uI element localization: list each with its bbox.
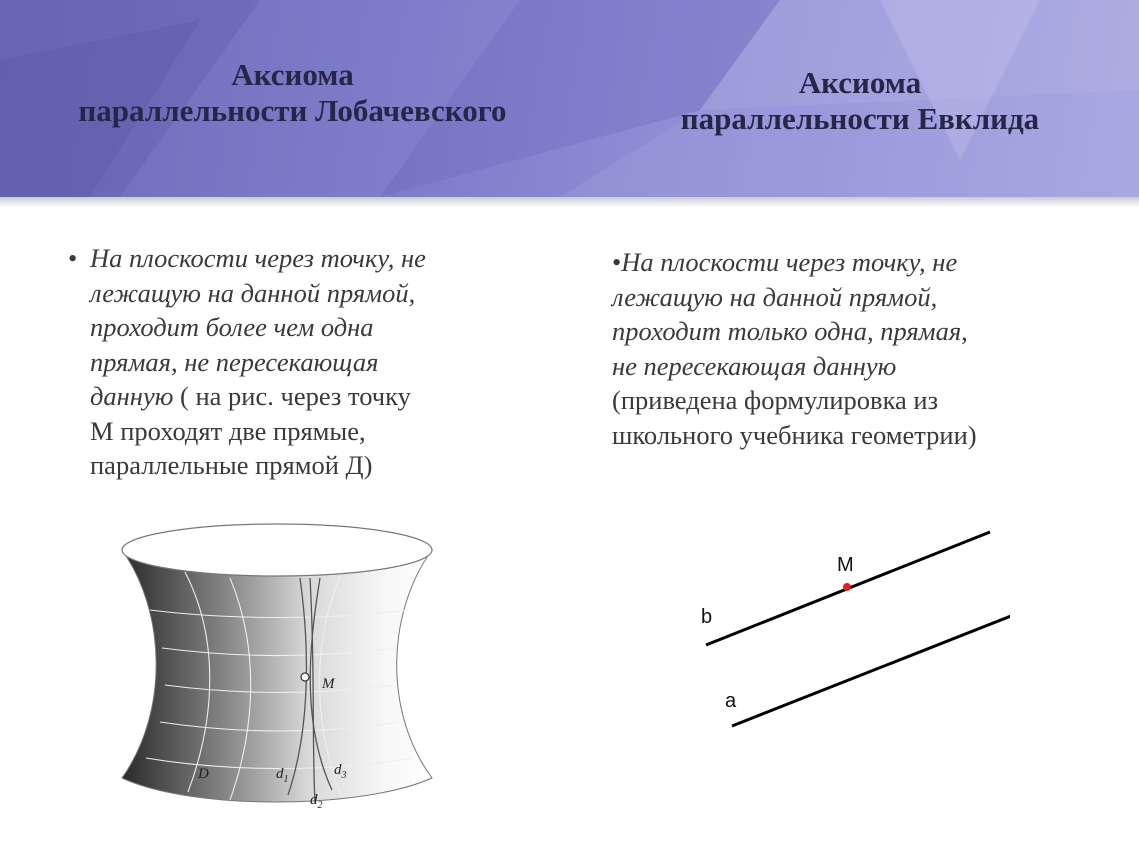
left-title-line-2: параллельности Лобачевского xyxy=(78,93,507,128)
point-m xyxy=(301,673,309,681)
left-title xyxy=(20,57,565,129)
left-line-2: лежащую на данной прямой, xyxy=(90,277,416,308)
label-d3: $d_3$ xyxy=(334,762,347,781)
label-a: a xyxy=(725,690,737,712)
hyperboloid-surface xyxy=(122,550,432,802)
point-m xyxy=(843,583,851,591)
euclid-parallel-figure xyxy=(690,520,1010,740)
right-axiom-text xyxy=(612,245,1092,452)
label-d2: $d_2$ xyxy=(310,792,323,811)
left-line-1: На плоскости через точку, не xyxy=(90,243,426,273)
right-title xyxy=(630,65,1090,137)
left-line-5-regular: ( на рис. через точку xyxy=(173,381,411,411)
banner-shadow xyxy=(0,197,1139,207)
right-line-6: школьного учебника геометрии) xyxy=(612,419,977,450)
label-m: M xyxy=(837,554,854,576)
left-bullet: • xyxy=(68,243,78,273)
left-line-5 xyxy=(90,379,548,414)
line-a xyxy=(732,614,1010,726)
label-b: b xyxy=(701,606,713,628)
label-d1: $d_1$ xyxy=(276,766,289,785)
label-m: M xyxy=(322,676,335,692)
right-line-4: не пересекающая данную xyxy=(612,350,897,381)
left-line-7: параллельные прямой Д) xyxy=(90,450,373,480)
left-line-6: М проходят две прямые, xyxy=(90,415,366,446)
hyperboloid-figure xyxy=(110,520,450,820)
right-line-1 xyxy=(612,245,1092,280)
left-line-5-italic: данную xyxy=(90,381,174,411)
right-bullet: • xyxy=(612,247,622,277)
right-line-5: (приведена формулировка из xyxy=(612,385,939,415)
right-line-3: проходит только одна, прямая, xyxy=(612,316,968,346)
hyperboloid-top-rim xyxy=(122,524,432,576)
right-line-1-text: На плоскости через точку, не xyxy=(621,247,958,277)
right-title-line-1: Аксиома xyxy=(798,65,922,100)
right-line-2: лежащую на данной прямой, xyxy=(612,281,938,312)
right-title-line-2: параллельности Евклида xyxy=(680,101,1040,136)
left-axiom-text xyxy=(68,241,548,483)
left-line-3: проходит более чем одна xyxy=(90,312,374,342)
label-d: D xyxy=(198,766,209,782)
left-title-line-1: Аксиома xyxy=(231,57,354,92)
left-line-4: прямая, не пересекающая xyxy=(90,346,379,377)
